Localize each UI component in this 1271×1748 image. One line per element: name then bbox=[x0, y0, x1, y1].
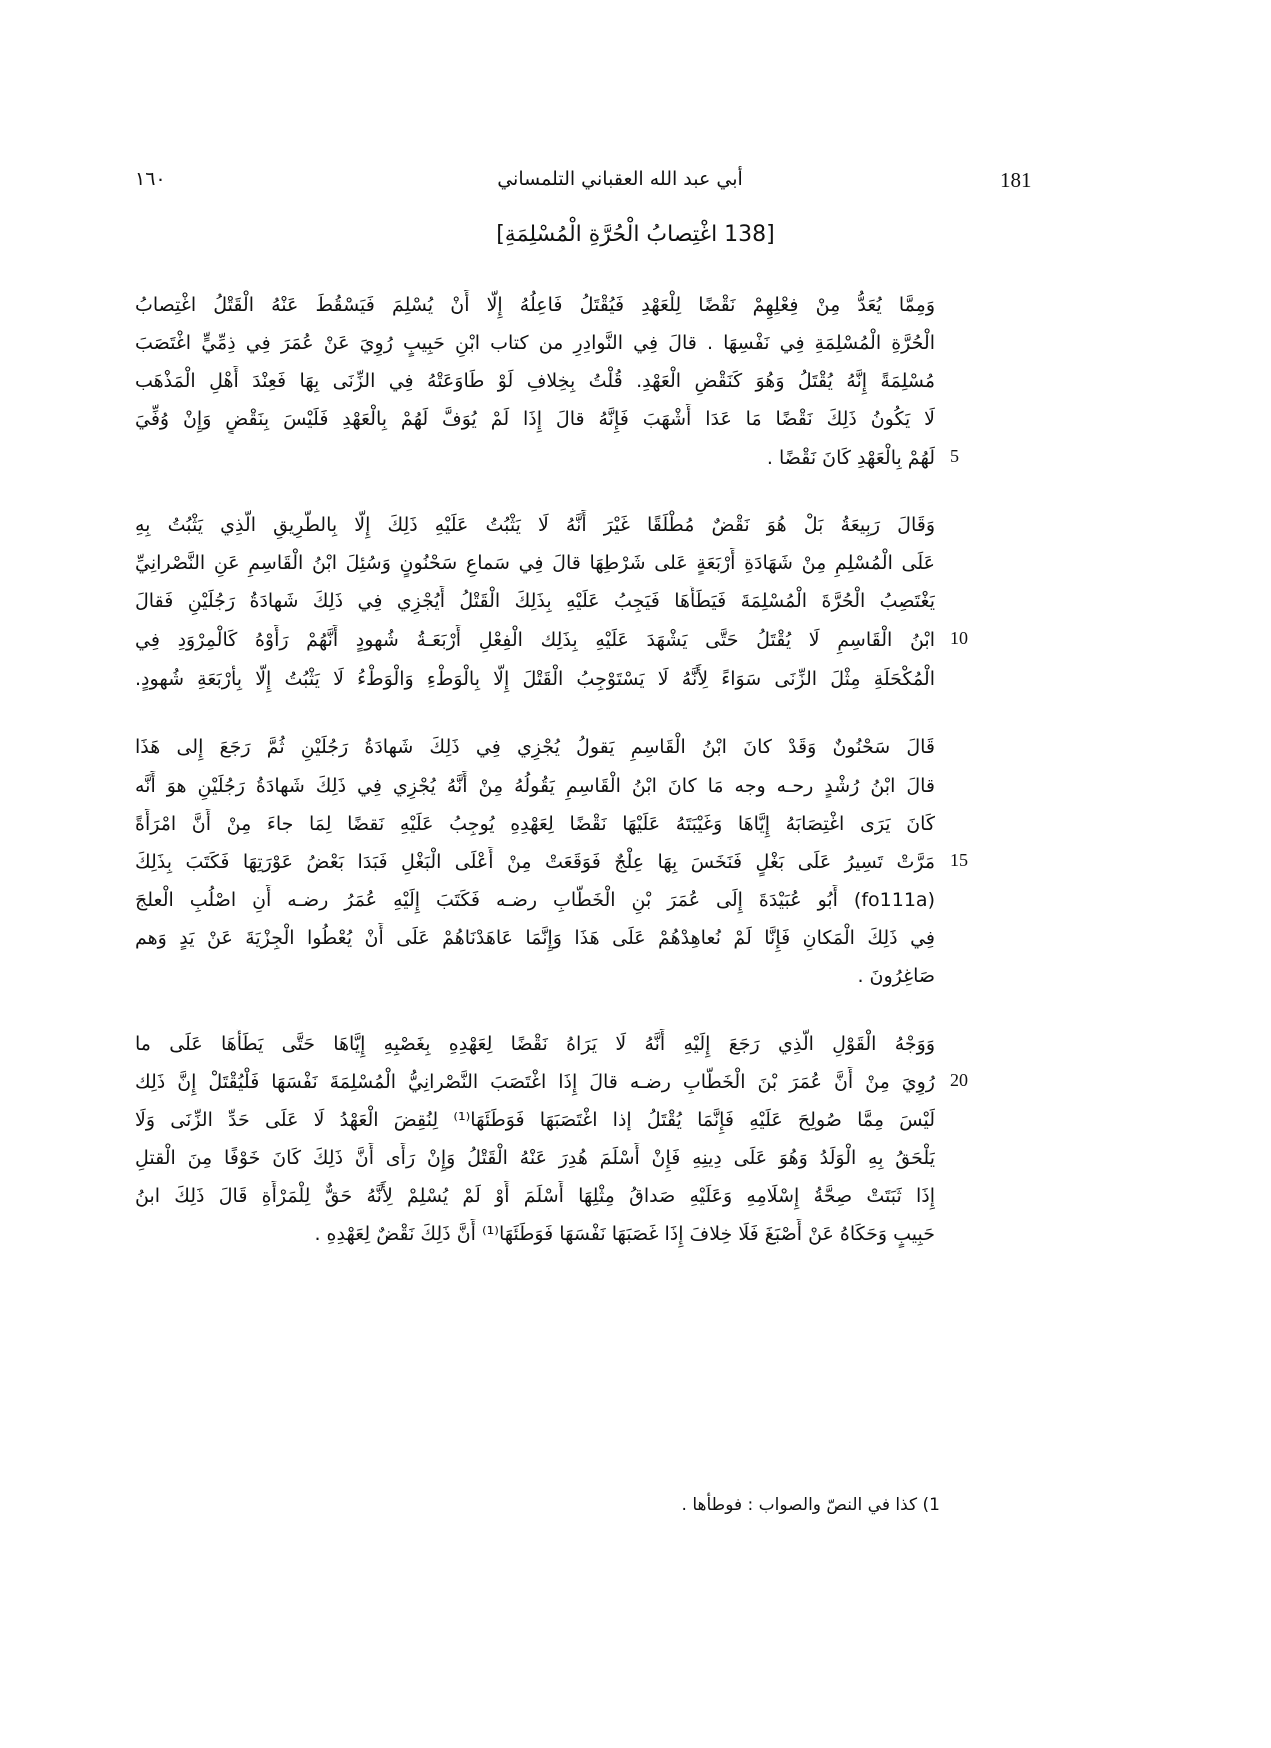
text-line: إِذَا ثَبَتَتْ صِحَّةُ إِسْلَامِهِ وَعَلَيْهِ صَداقُ مِثْلِهَا أَسْلَمَ أَوْ لَمْ يُسْلِمْ لِأَنَّهُ حَقٌّ لِلْمَرْأَةِ قَالَ ذَلِكَ ابنُ bbox=[135, 1185, 935, 1207]
text-line: كَانَ يَرَى اغْتِصَابَهُ إِيَّاهَا وَغَيْبَتَهُ عَلَيْهَا نَقْضًا لِعَهْدِهِ يُوجِبُ عَلَيْهِ نَقضًا لِمَا جاءَ مِنْ أَنَّ امْرَأَةً bbox=[135, 813, 935, 835]
text-line: ابْنُ الْقَاسِمِ لَا يُقْتَلُ حَتَّى يَشْهَدَ عَلَيْهِ بِذَلِك الْفِعْلِ أَرْبَعَـةُ شُهودٍ أَنَّهُمْ رَأَوْهُ كَالْمِرْوَدِ فِي bbox=[135, 629, 935, 651]
section-title: [138 اغْتِصابُ الْحُرَّةِ الْمُسْلِمَةِ] bbox=[496, 222, 775, 247]
line-number: 10 bbox=[950, 628, 968, 648]
text-line: وَوَجْهُ الْقَوْلِ الَّذِي رَجَعَ إِلَيْهِ أَنَّهُ لَا يَرَاهُ نَقْضًا لِعَهْدِهِ بِغَصْبِهِ إِيَّاهَا حَتَّى يَطَأَهَا عَلَى ما bbox=[135, 1033, 935, 1055]
text-line: (fo111a) أَبُو عُبَيْدَةَ إِلَى عُمَرَ بْنِ الْخَطَّابِ رضـه فَكَتَبَ إِلَيْهِ عُمَرُ رضـه أَنِ اصْلُبِ الْعلجَ bbox=[135, 889, 935, 911]
text-line: وَمِمَّا يُعَدُّ مِنْ فِعْلِهِمْ نَقْضًا لِلْعَهْدِ فَيُقْتَلُ فَاعِلُهُ إِلَّا أَنْ يُسْلِمَ فَيَسْقُطَ عَنْهُ الْقَتْلُ اغْتِصابُ bbox=[135, 294, 935, 316]
text-line: يَلْحَقُ بِهِ الْوَلَدُ وَهُوَ عَلَى دِينِهِ فَإِنْ أَسْلَمَ هُدِرَ عَنْهُ الْقَتْلُ وَإِنْ رَأَى أَنَّ ذَلِكَ كَانَ خَوْفًا مِنَ الْقتلِ bbox=[135, 1147, 935, 1169]
line-number: 5 bbox=[950, 446, 959, 466]
text-line: قالَ ابْنُ رُشْدٍ رحـه وجه مَا كانَ ابْنُ الْقَاسِمِ يَقُولُهُ مِنْ أَنَّهُ يُجْزِي فِي ذَلِكَ شَهادَةُ رَجُلَيْنِ هوَ أَنَّه bbox=[135, 775, 935, 797]
text-line: مُسْلِمَةً إِنَّهُ يُقْتَلُ وَهُوَ كَنَقْضِ الْعَهْدِ. قُلْتُ بِخِلافِ لَوْ طَاوَعَتْهُ فِي الزِّنَى بِهَا فَعِنْدَ أَهْلِ الْمَذْهَب bbox=[135, 370, 935, 392]
text-line: عَلَى الْمُسْلِمِ مِنْ شَهَادَةِ أَرْبَعَةٍ عَلى شَرْطِهَا قالَ فِي سَماعِ سَحْنُونٍ وَسُئِلَ ابْنُ الْقَاسِمِ عَنِ النَّصْرانِيِّ bbox=[135, 552, 935, 574]
page-number: 181 bbox=[1000, 168, 1032, 192]
text-line: حَبِيبٍ وَحَكَاهُ عَنْ أَصْبَغَ فَلَا خِلافَ إِذَا غَصَبَهَا نَفْسَهَا فَوَطَئَهَا⁽¹⁾ أَنَّ ذَلِكَ نَقْضٌ لِعَهْدِهِ . bbox=[314, 1223, 935, 1245]
text-line: رُوِيَ مِنْ أَنَّ عُمَرَ بْنَ الْخَطَّابِ رضـه قالَ إِذَا اغْتَصَبَ النَّصْرانِيُّ الْمُسْلِمَةَ نَفْسَهَا فَلْيُقْتَلْ إِنَّ ذَلِك bbox=[135, 1071, 935, 1093]
text-line: يَغْتَصِبُ الْحُرَّةَ الْمُسْلِمَةَ فَيَطَأُهَا فَيَجِبُ عَلَيْهِ بِذَلِكَ الْقَتْلُ أَيُجْزِي فِي ذَلِكَ شَهادَةُ رَجُلَيْنِ فَقالَ bbox=[135, 590, 935, 612]
text-line: الْمُكْحَلَةِ مِثْلَ الزِّنَى سَوَاءً لِأَنَّهُ لَا يَسْتَوْجِبُ الْقَتْلَ إِلَّا بِالْوَطْءِ وَالْوَطْءُ لَا يَثْبُتُ إِلَّا بِأَرْبَعَةِ شُهودٍ. bbox=[135, 668, 935, 690]
text-line: لَا يَكُونُ ذَلِكَ نَقْضًا مَا عَدَا أَشْهَبَ فَإِنَّهُ قالَ إِذَا لَمْ يُوَفَّ لَهُمْ بِالْعَهْدِ فَلَيْسَ بِنَقْضٍ وَإِنْ وُفِّيَ bbox=[135, 408, 935, 430]
text-line: لَهُمْ بِالْعَهْدِ كَانَ نَقْضًا . bbox=[766, 447, 935, 469]
text-line: صَاغِرُونَ . bbox=[857, 965, 935, 987]
footnote: 1) كذا في النصّ والصواب : فوطأها . bbox=[681, 1495, 940, 1515]
line-number: 20 bbox=[950, 1070, 968, 1090]
text-line: الْحُرَّةِ الْمُسْلِمَةِ فِي نَفْسِهَا . قالَ فِي النَّوادِرِ من كتاب ابْنِ حَبِيبٍ رُوِيَ عَنْ عُمَرَ فِي ذِمِّيٍّ اغْتَصَبَ bbox=[135, 332, 935, 354]
text-line: قَالَ سَحْنُونٌ وَقَدْ كانَ ابْنُ الْقَاسِمِ يَقولُ يُجْزِي فِي ذَلِكَ شَهادَةُ رَجُلَيْنِ ثُمَّ رَجَعَ إِلى هَذَا bbox=[135, 736, 935, 758]
line-number: 15 bbox=[950, 850, 968, 870]
text-line: فِي ذَلِكَ الْمَكانِ فَإِنَّا لَمْ نُعاهِدْهُمْ عَلَى هَذَا وَإِنَّمَا عَاهَدْنَاهُمْ عَلَى أَنْ يُعْطُوا الْجِزْيَةَ عَنْ يَدٍ وَهم bbox=[135, 927, 935, 949]
text-line: وَقَالَ رَبِيعَةُ بَلْ هُوَ نَقْضٌ مُطْلَقًا غَيْرَ أَنَّهُ لَا يَثْبُتُ عَلَيْهِ ذَلِكَ إِلَّا بِالطَّرِيقِ الَّذِي يَثْبُتُ بِهِ bbox=[135, 514, 935, 536]
running-title: أبي عبد الله العقباني التلمساني bbox=[497, 168, 743, 190]
text-line: لَيْسَ مِمَّا صُولِحَ عَلَيْهِ فَإِنَّمَا يُقْتَلُ إذا اغْتَصَبَهَا فَوَطَئَهَا⁽¹⁾ لِنُقِضَ الْعَهْدُ لَا عَلَى حَدِّ الزِّنَى وَلَا bbox=[135, 1109, 935, 1131]
arabic-page-number: ١٦٠ bbox=[135, 168, 166, 190]
text-line: مَرَّتْ تَسِيرُ عَلَى بَغْلٍ فَنَخَسَ بِهَا عِلْجٌ فَوَقَعَتْ مِنْ أَعْلَى الْبَغْلِ فَبَدَا بَعْضُ عَوْرَتِهَا فَكَتَبَ بِذَلِكَ bbox=[135, 851, 935, 873]
